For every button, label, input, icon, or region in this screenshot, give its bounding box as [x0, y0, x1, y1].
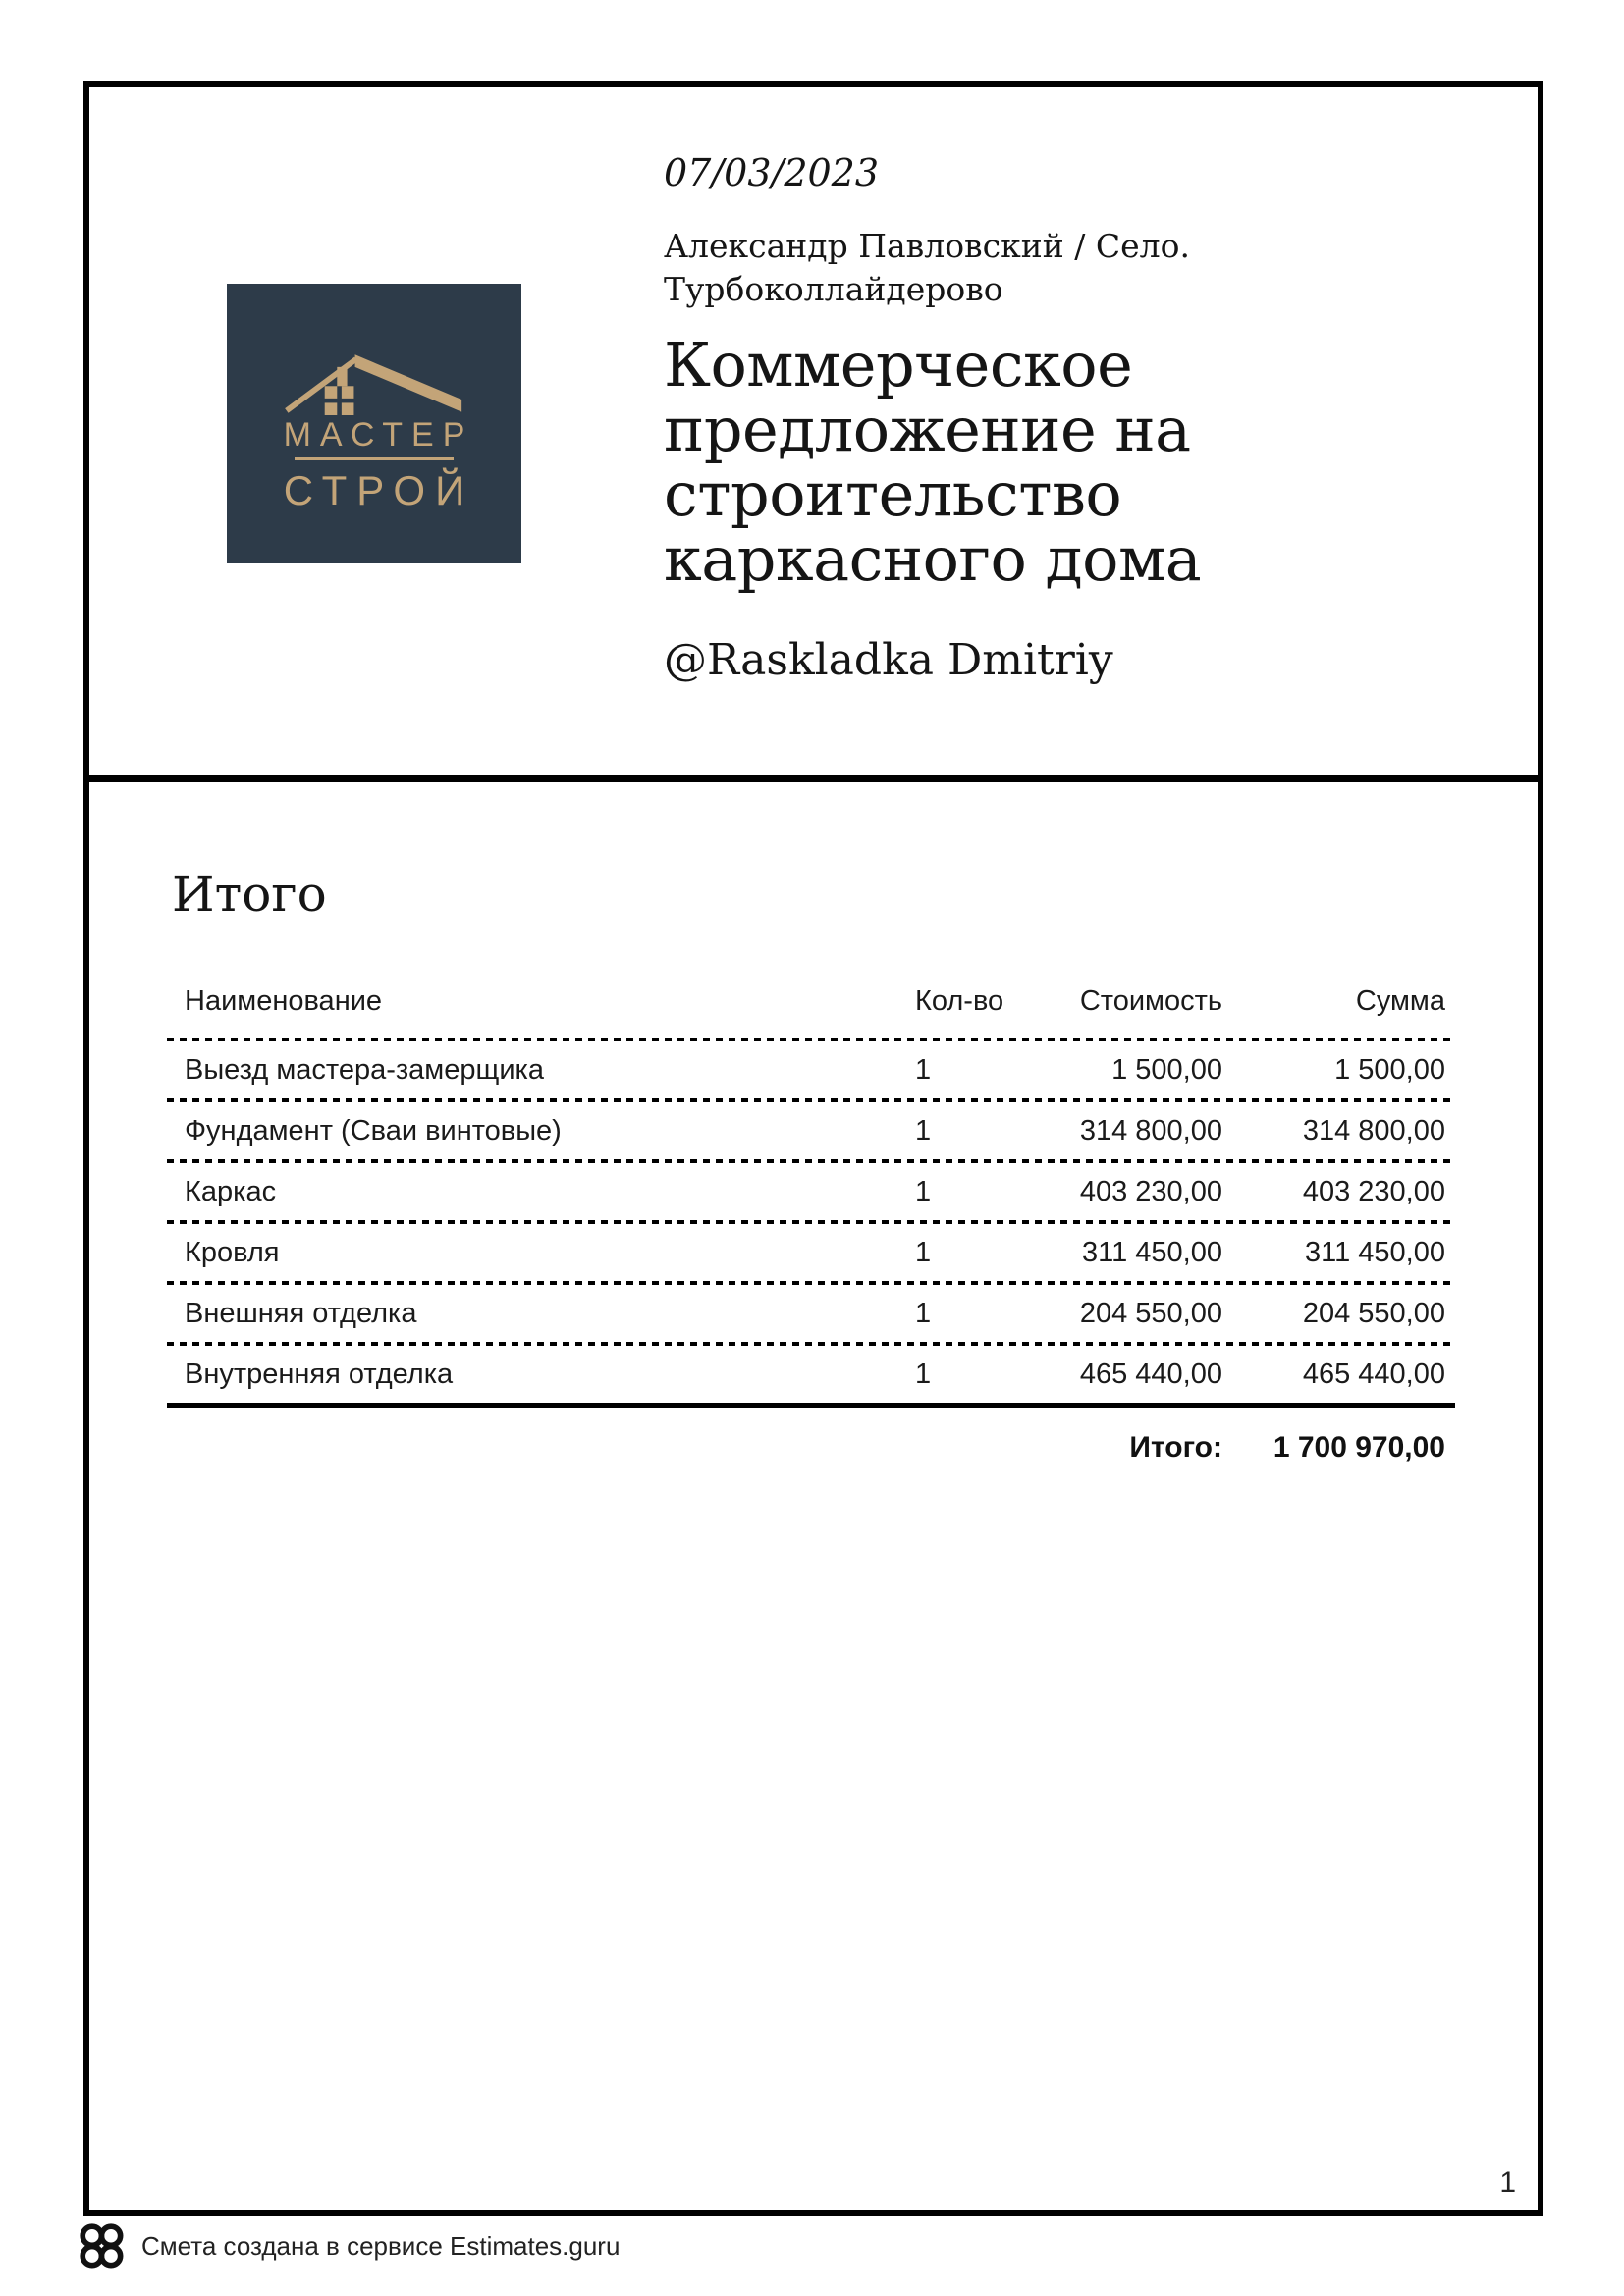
logo-text-master: МАСТЕР	[283, 416, 474, 454]
cell-sum: 204 550,00	[1302, 1297, 1445, 1329]
client-name-location: Александр Павловский / Село. Турбоколлайдерово	[664, 227, 1190, 308]
cell-name: Каркас	[185, 1175, 277, 1207]
estimates-guru-clover-icon	[77, 2222, 128, 2270]
company-logo	[227, 284, 521, 563]
author-handle: @Raskladka Dmitriy	[664, 635, 1113, 685]
document-title: Коммерческое предложение на строительство каркасного дома	[664, 329, 1202, 595]
column-header-price: Стоимость	[1079, 986, 1222, 1017]
cell-price: 1 500,00	[1111, 1053, 1222, 1086]
cell-name: Внутренняя отделка	[185, 1358, 454, 1390]
cell-sum: 311 450,00	[1305, 1236, 1445, 1268]
cell-name: Кровля	[185, 1236, 280, 1268]
total-label: Итого:	[1129, 1431, 1222, 1464]
table-row	[167, 1285, 1455, 1342]
cell-qty: 1	[915, 1175, 932, 1207]
cell-name: Выезд мастера-замерщика	[185, 1053, 545, 1086]
column-header-qty: Кол-во	[915, 986, 1004, 1017]
logo-text-stroy: СТРОЙ	[283, 467, 475, 513]
cell-price: 204 550,00	[1079, 1297, 1222, 1329]
table-total-row	[167, 1408, 1455, 1465]
column-header-sum: Сумма	[1355, 986, 1445, 1017]
cell-qty: 1	[915, 1358, 932, 1390]
table-row	[167, 1102, 1455, 1159]
cell-qty: 1	[915, 1236, 932, 1268]
table-row	[167, 1041, 1455, 1098]
document-header	[89, 87, 1538, 775]
table-row	[167, 1346, 1455, 1403]
cell-sum: 403 230,00	[1302, 1175, 1445, 1207]
cell-name: Внешняя отделка	[185, 1297, 417, 1329]
cell-name: Фундамент (Сваи винтовые)	[185, 1114, 562, 1147]
document-date: 07/03/2023	[664, 151, 880, 194]
summary-heading: Итого	[172, 866, 327, 923]
summary-table	[167, 975, 1455, 1465]
cell-price: 465 440,00	[1079, 1358, 1222, 1390]
cell-sum: 314 800,00	[1302, 1114, 1445, 1147]
cell-price: 314 800,00	[1079, 1114, 1222, 1147]
cell-sum: 465 440,00	[1302, 1358, 1445, 1390]
header-divider	[89, 775, 1538, 782]
table-row	[167, 1163, 1455, 1220]
service-footer	[77, 2222, 620, 2270]
cell-qty: 1	[915, 1114, 932, 1147]
document-page	[83, 81, 1543, 2216]
cell-price: 403 230,00	[1079, 1175, 1222, 1207]
cell-qty: 1	[915, 1297, 932, 1329]
column-header-name: Наименование	[185, 986, 383, 1017]
logo-divider-line	[295, 457, 454, 460]
total-value: 1 700 970,00	[1272, 1431, 1445, 1464]
cell-qty: 1	[915, 1053, 932, 1086]
cell-sum: 1 500,00	[1334, 1053, 1445, 1086]
cell-price: 311 450,00	[1082, 1236, 1222, 1268]
table-header-row	[167, 975, 1455, 1038]
table-row	[167, 1224, 1455, 1281]
table-body	[167, 1041, 1455, 1403]
house-roof-icon	[284, 352, 464, 415]
document-body	[89, 782, 1538, 1465]
footer-service-text: Смета создана в сервисе Estimates.guru	[141, 2231, 621, 2261]
page-number: 1	[1499, 2166, 1516, 2199]
